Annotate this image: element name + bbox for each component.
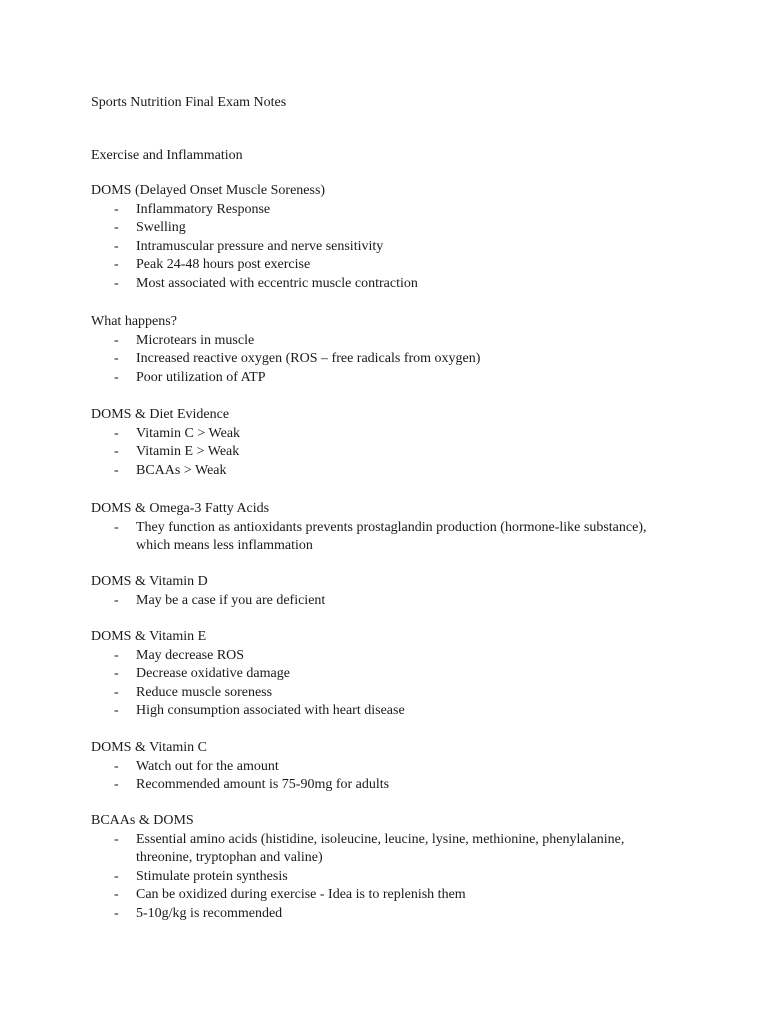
list-item [91,776,676,795]
list-item-text: Decrease oxidative damage [136,666,290,681]
dash-bullet: - [114,351,119,366]
dash-bullet: - [114,425,119,441]
dash-bullet: - [114,592,119,608]
dash-bullet: - [114,666,119,681]
notes-block-what-happens [91,313,691,387]
dash-bullet: - [114,444,119,459]
list-item [91,275,676,294]
block-title: What happens? [91,314,177,329]
list-item-text: Intramuscular pressure and nerve sensitivity [136,238,384,254]
list-item-text: Reduce muscle soreness [136,684,273,700]
list-item [91,425,676,444]
notes-block-diet-evidence [91,406,691,480]
list-item-text: Poor utilization of ATP [136,369,266,385]
dash-bullet: - [114,887,119,902]
bullet-list [91,425,691,481]
list-item-text: May be a case if you are deficient [136,592,326,608]
list-item [91,238,676,257]
list-item [91,201,676,220]
block-title: DOMS & Omega-3 Fatty Acids [91,501,270,516]
list-item [91,219,676,238]
bullet-list [91,201,691,294]
block-title: BCAAs & DOMS [91,813,194,828]
bullet-list [91,519,691,556]
list-item [91,665,676,684]
list-item-text: Most associated with eccentric muscle contraction [136,275,418,291]
list-item [91,592,676,611]
dash-bullet: - [114,257,119,272]
list-item [91,332,676,351]
dash-bullet: - [114,905,119,921]
notes-block-vitamin-d [91,573,691,610]
list-item [91,350,676,369]
list-item-text: Watch out for the amount [136,758,279,774]
block-title: DOMS (Delayed Onset Muscle Soreness) [91,183,326,198]
list-item [91,369,676,388]
bullet-list [91,592,691,611]
dash-bullet: - [114,703,119,718]
list-item-text: High consumption associated with heart disease [136,703,405,718]
list-item [91,256,676,275]
list-item-text: May decrease ROS [136,647,245,663]
bullet-list [91,831,691,924]
section-heading: Exercise and Inflammation [91,148,243,163]
dash-bullet: - [114,201,119,217]
dash-bullet: - [114,220,119,235]
dash-bullet: - [114,758,119,774]
dash-bullet: - [114,238,119,254]
list-item-text: Recommended amount is 75-90mg for adults [136,777,390,792]
list-item-text: Vitamin C > Weak [136,425,241,441]
document-title: Sports Nutrition Final Exam Notes [91,95,287,110]
bullet-list [91,647,691,721]
block-title: DOMS & Vitamin D [91,574,208,589]
notes-block-omega-3 [91,500,691,556]
list-item-text: Vitamin E > Weak [136,444,240,459]
list-item [91,684,676,703]
bullet-list [91,758,691,795]
notes-block-bcaas [91,812,691,923]
list-item-text: Can be oxidized during exercise - Idea is to replenish them [136,887,466,902]
list-item-text: Microtears in muscle [136,332,255,348]
notes-block-doms [91,182,691,293]
list-item [91,702,676,721]
block-title: DOMS & Vitamin C [91,740,207,755]
list-item-text: 5-10g/kg is recommended [136,905,283,921]
block-title: DOMS & Vitamin E [91,629,207,644]
dash-bullet: - [114,275,119,291]
dash-bullet: - [114,647,119,663]
dash-bullet: - [114,332,119,348]
bullet-list [91,332,691,388]
dash-bullet: - [114,684,119,700]
list-item-text: Inflammatory Response [136,201,271,217]
list-item [91,868,676,887]
list-item [91,886,676,905]
list-item [91,905,676,924]
list-item [91,758,676,777]
dash-bullet: - [114,369,119,385]
dash-bullet: - [114,777,119,792]
list-item [91,462,676,481]
notes-block-vitamin-c [91,739,691,795]
list-item [91,519,676,556]
list-item-text: Peak 24-48 hours post exercise [136,257,311,272]
list-item-text: Swelling [136,220,186,235]
notes-block-vitamin-e [91,628,691,721]
list-item-text: Stimulate protein synthesis [136,868,288,884]
list-item [91,647,676,666]
dash-bullet: - [114,462,119,478]
list-item-text: BCAAs > Weak [136,462,227,478]
list-item [91,831,676,868]
list-item-text: Essential amino acids (histidine, isoleucine, leucine, lysine, methionine, phenylalanine, threonine, tryptophan and valine) [136,831,625,865]
dash-bullet: - [114,831,119,847]
list-item-text: They function as antioxidants prevents prostaglandin production (hormone-like substance), which means less inflammation [136,519,647,553]
block-title: DOMS & Diet Evidence [91,407,230,422]
dash-bullet: - [114,868,119,884]
dash-bullet: - [114,519,119,535]
list-item-text: Increased reactive oxygen (ROS – free radicals from oxygen) [136,351,481,366]
list-item [91,443,676,462]
